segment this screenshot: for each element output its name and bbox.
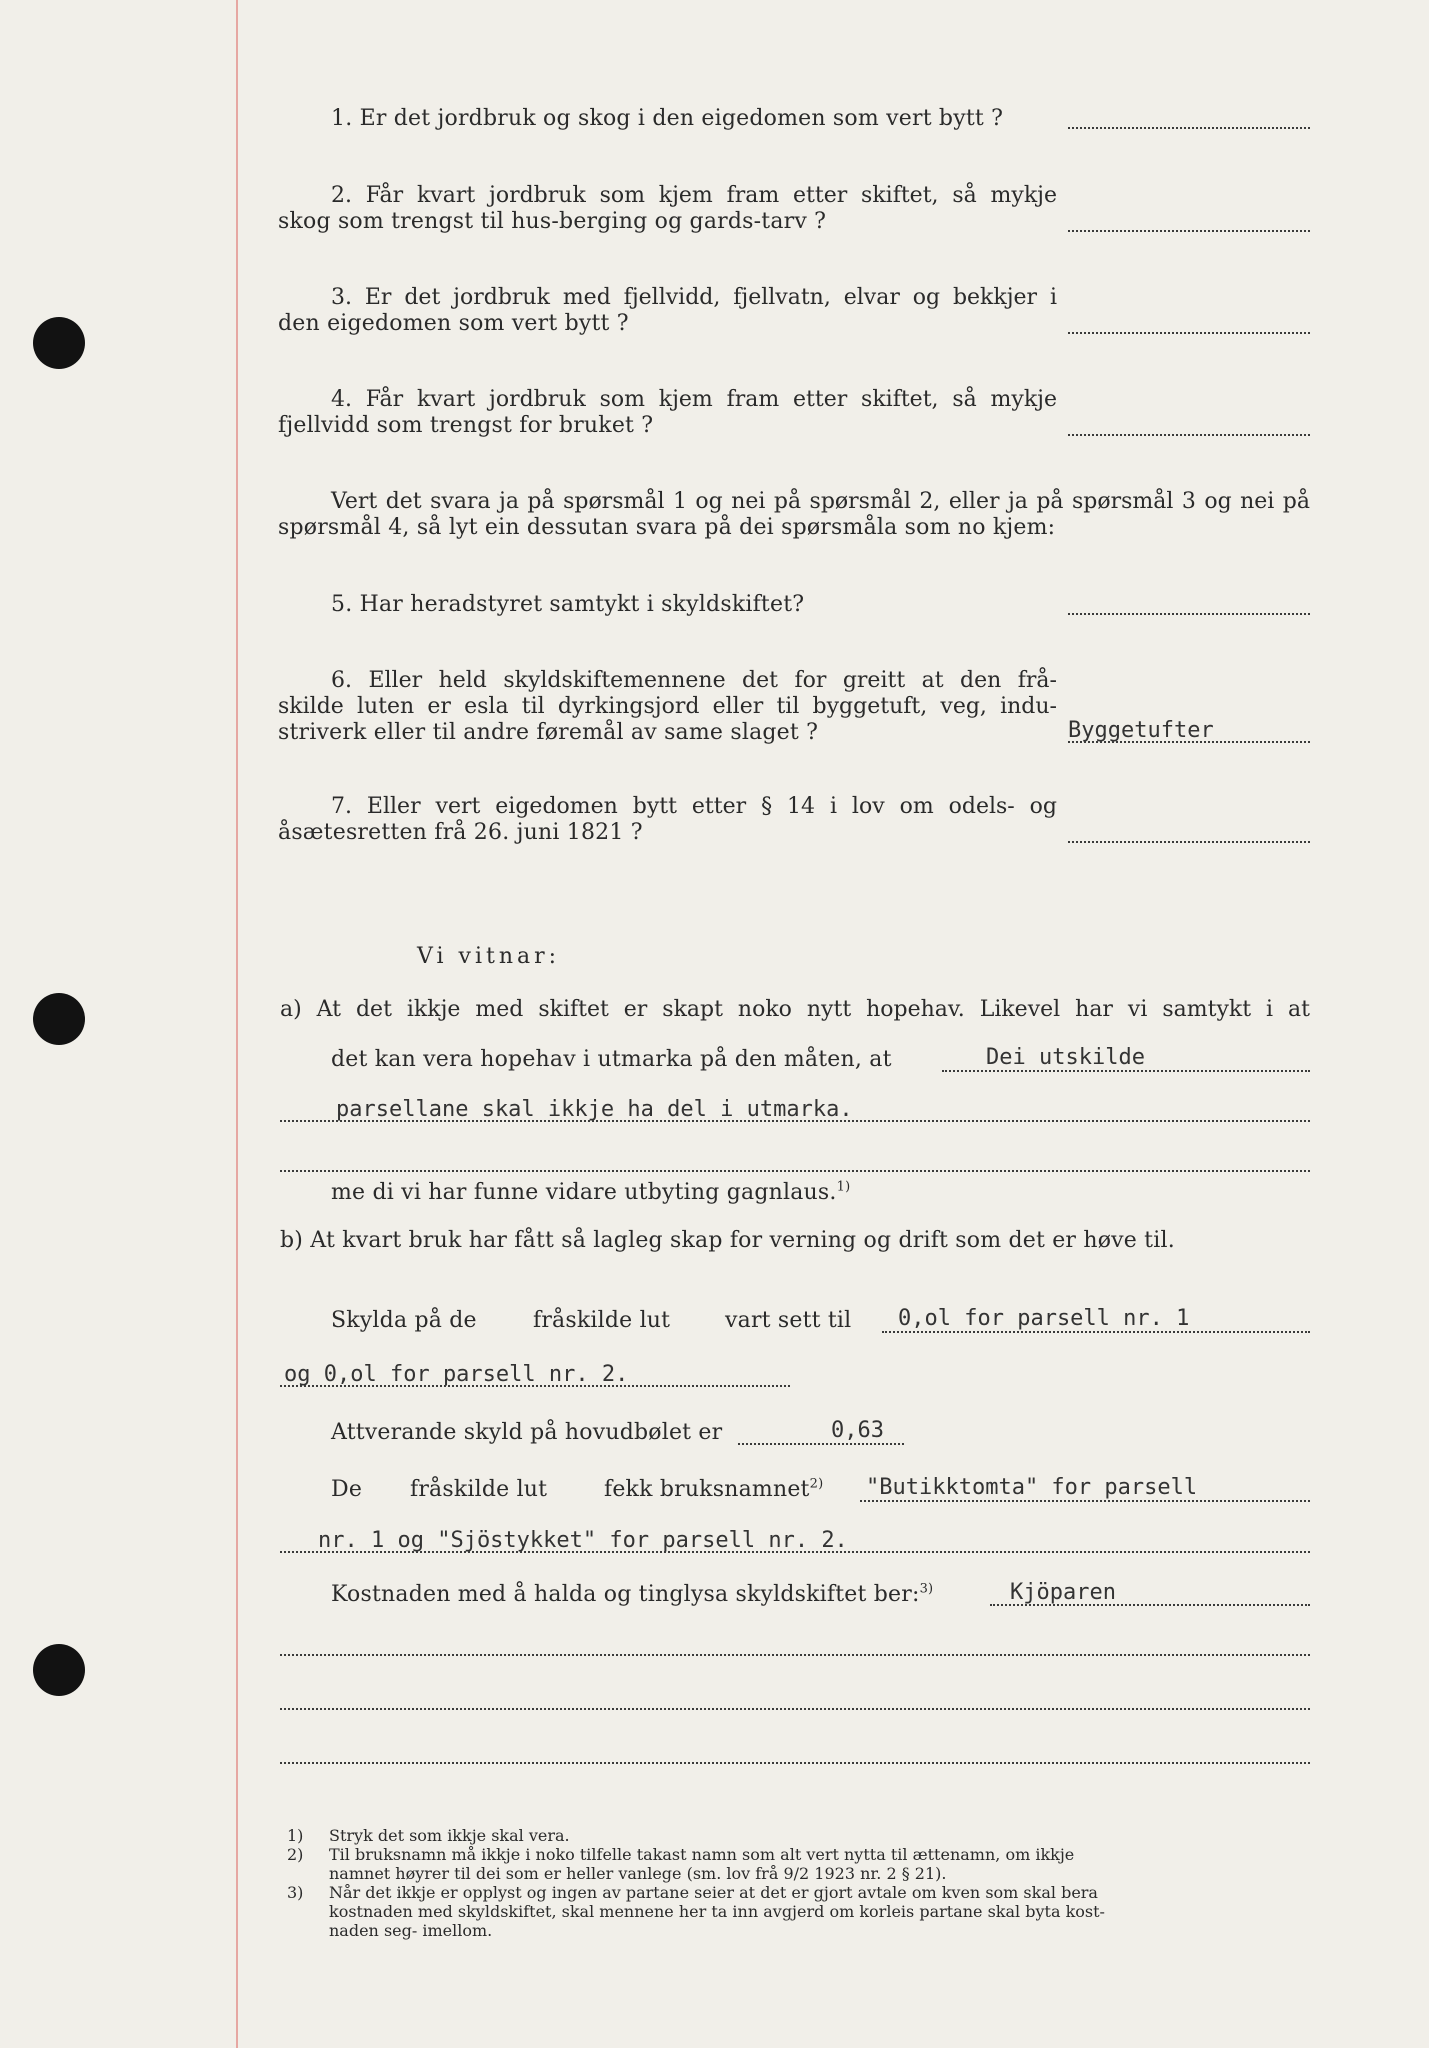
costs-extra-line-3[interactable] [280, 1762, 1310, 1764]
skyld-label-b: fråskilde lut [533, 1308, 671, 1333]
testimony-heading: Vi vitnar: [417, 944, 561, 969]
costs-extra-line-2[interactable] [280, 1708, 1310, 1710]
testimony-a-answer-1: Dei utskilde [986, 1045, 1145, 1070]
names-label-a: De [331, 1477, 363, 1502]
skyld-answer-line-2[interactable] [280, 1385, 790, 1387]
names-label-c: fekk bruksnamnet$^{2)}$ [604, 1476, 824, 1502]
skyld-label-a: Skylda på de [331, 1308, 477, 1333]
answer-6: Byggetufter [1068, 718, 1214, 743]
footnote-2-cont: namnet høyrer til dei som er heller vanlege (sm. lov frå 9/2 1923 nr. 2 § 21). [329, 1864, 947, 1883]
footnote-3-cont-2: naden seg- imellom. [329, 1921, 493, 1940]
names-answer-1: "Butikktomta" for parsell [866, 1475, 1198, 1500]
question-5: 5. Har heradstyret samtykt i skyldskiftet? [331, 592, 805, 617]
skyld-answer-2: og 0,ol for parsell nr. 2. [284, 1362, 629, 1387]
answer-line-6[interactable] [1068, 741, 1310, 743]
question-6-line-1: 6. Eller held skyldskiftemennene det for greitt at den frå- [331, 668, 1057, 693]
testimony-a-line-4: me di vi har funne vidare utbyting gagnlaus.$^{1)}$ [331, 1179, 851, 1205]
footnote-3: 3) Når det ikkje er opplyst og ingen av partane seier at det er gjort avtale om kven som skal bera [287, 1883, 1098, 1902]
question-2-line-1: 2. Får kvart jordbruk som kjem fram etter skiftet, så mykje [331, 183, 1057, 208]
testimony-a-answer-line-3[interactable] [280, 1170, 1310, 1172]
answer-line-4[interactable] [1068, 434, 1310, 436]
answer-line-2[interactable] [1068, 230, 1310, 232]
question-3-line-1: 3. Er det jordbruk med fjellvidd, fjellvatn, elvar og bekkjer i [331, 285, 1057, 310]
footnote-1: 1) Stryk det som ikkje skal vera. [287, 1826, 570, 1845]
costs-answer-line[interactable] [990, 1604, 1310, 1606]
question-7-line-1: 7. Eller vert eigedomen bytt etter § 14 i lov om odels- og [331, 794, 1057, 819]
punch-hole [33, 1644, 85, 1696]
costs-extra-line-1[interactable] [280, 1654, 1310, 1656]
answer-line-3[interactable] [1068, 332, 1310, 334]
question-3-line-2: den eigedomen som vert bytt ? [278, 311, 629, 336]
question-2-line-2: skog som trengst til hus-berging og gards-tarv ? [278, 209, 827, 234]
punch-hole [33, 993, 85, 1045]
remaining-skyld-value: 0,63 [831, 1418, 884, 1443]
testimony-a-line-2: det kan vera hopehav i utmarka på den måten, at [331, 1047, 892, 1072]
question-4-line-2: fjellvidd som trengst for bruket ? [278, 413, 654, 438]
costs-answer: Kjöparen [1010, 1580, 1116, 1605]
skyld-label-c: vart sett til [725, 1308, 852, 1333]
intro-line-1: Vert det svara ja på spørsmål 1 og nei på spørsmål 2, eller ja på spørsmål 3 og nei på [331, 489, 1310, 514]
testimony-a-answer-line-1[interactable] [942, 1070, 1310, 1072]
skyld-answer-1: 0,ol for parsell nr. 1 [898, 1306, 1190, 1331]
names-answer-line-1[interactable] [860, 1500, 1310, 1502]
question-6-line-3: striverk eller til andre føremål av same slaget ? [278, 720, 819, 745]
testimony-a-answer-2: parsellane skal ikkje ha del i utmarka. [336, 1097, 853, 1122]
testimony-a-answer-line-2[interactable] [280, 1120, 1310, 1122]
testimony-a-line-1: a) At det ikkje med skiftet er skapt noko nytt hopehav. Likevel har vi samtykt i at [280, 997, 1310, 1022]
question-4-line-1: 4. Får kvart jordbruk som kjem fram etter skiftet, så mykje [331, 387, 1057, 412]
question-1: 1. Er det jordbruk og skog i den eigedomen som vert bytt ? [331, 106, 1004, 131]
remaining-skyld-line[interactable] [738, 1443, 904, 1445]
names-answer-line-2[interactable] [280, 1551, 1310, 1553]
answer-line-1[interactable] [1068, 127, 1310, 129]
names-label-b: fråskilde lut [410, 1477, 548, 1502]
intro-line-2: spørsmål 4, så lyt ein dessutan svara på dei spørsmåla som no kjem: [278, 515, 1056, 540]
skyld-answer-line-1[interactable] [882, 1331, 1310, 1333]
testimony-b-line: b) At kvart bruk har fått så lagleg skap for verning og drift som det er høve til. [280, 1228, 1175, 1253]
footnote-2: 2) Til bruksnamn må ikkje i noko tilfelle takast namn som alt vert nytta til ættenamn, om ikkje [287, 1845, 1075, 1864]
punch-hole [33, 317, 85, 369]
names-answer-2: nr. 1 og "Sjöstykket" for parsell nr. 2. [318, 1528, 848, 1553]
margin-line [236, 0, 238, 2048]
footnote-3-cont-1: kostnaden med skyldskiftet, skal mennene her ta inn avgjerd om korleis partane skal byta kost- [329, 1902, 1105, 1921]
answer-line-5[interactable] [1068, 613, 1310, 615]
costs-label: Kostnaden med å halda og tinglysa skyldskiftet ber:$^{3)}$ [331, 1581, 934, 1607]
answer-line-7[interactable] [1068, 841, 1310, 843]
remaining-skyld-label: Attverande skyld på hovudbølet er [331, 1420, 723, 1445]
question-7-line-2: åsætesretten frå 26. juni 1821 ? [278, 820, 643, 845]
question-6-line-2: skilde luten er esla til dyrkingsjord eller til byggetuft, veg, indu- [278, 694, 1057, 719]
